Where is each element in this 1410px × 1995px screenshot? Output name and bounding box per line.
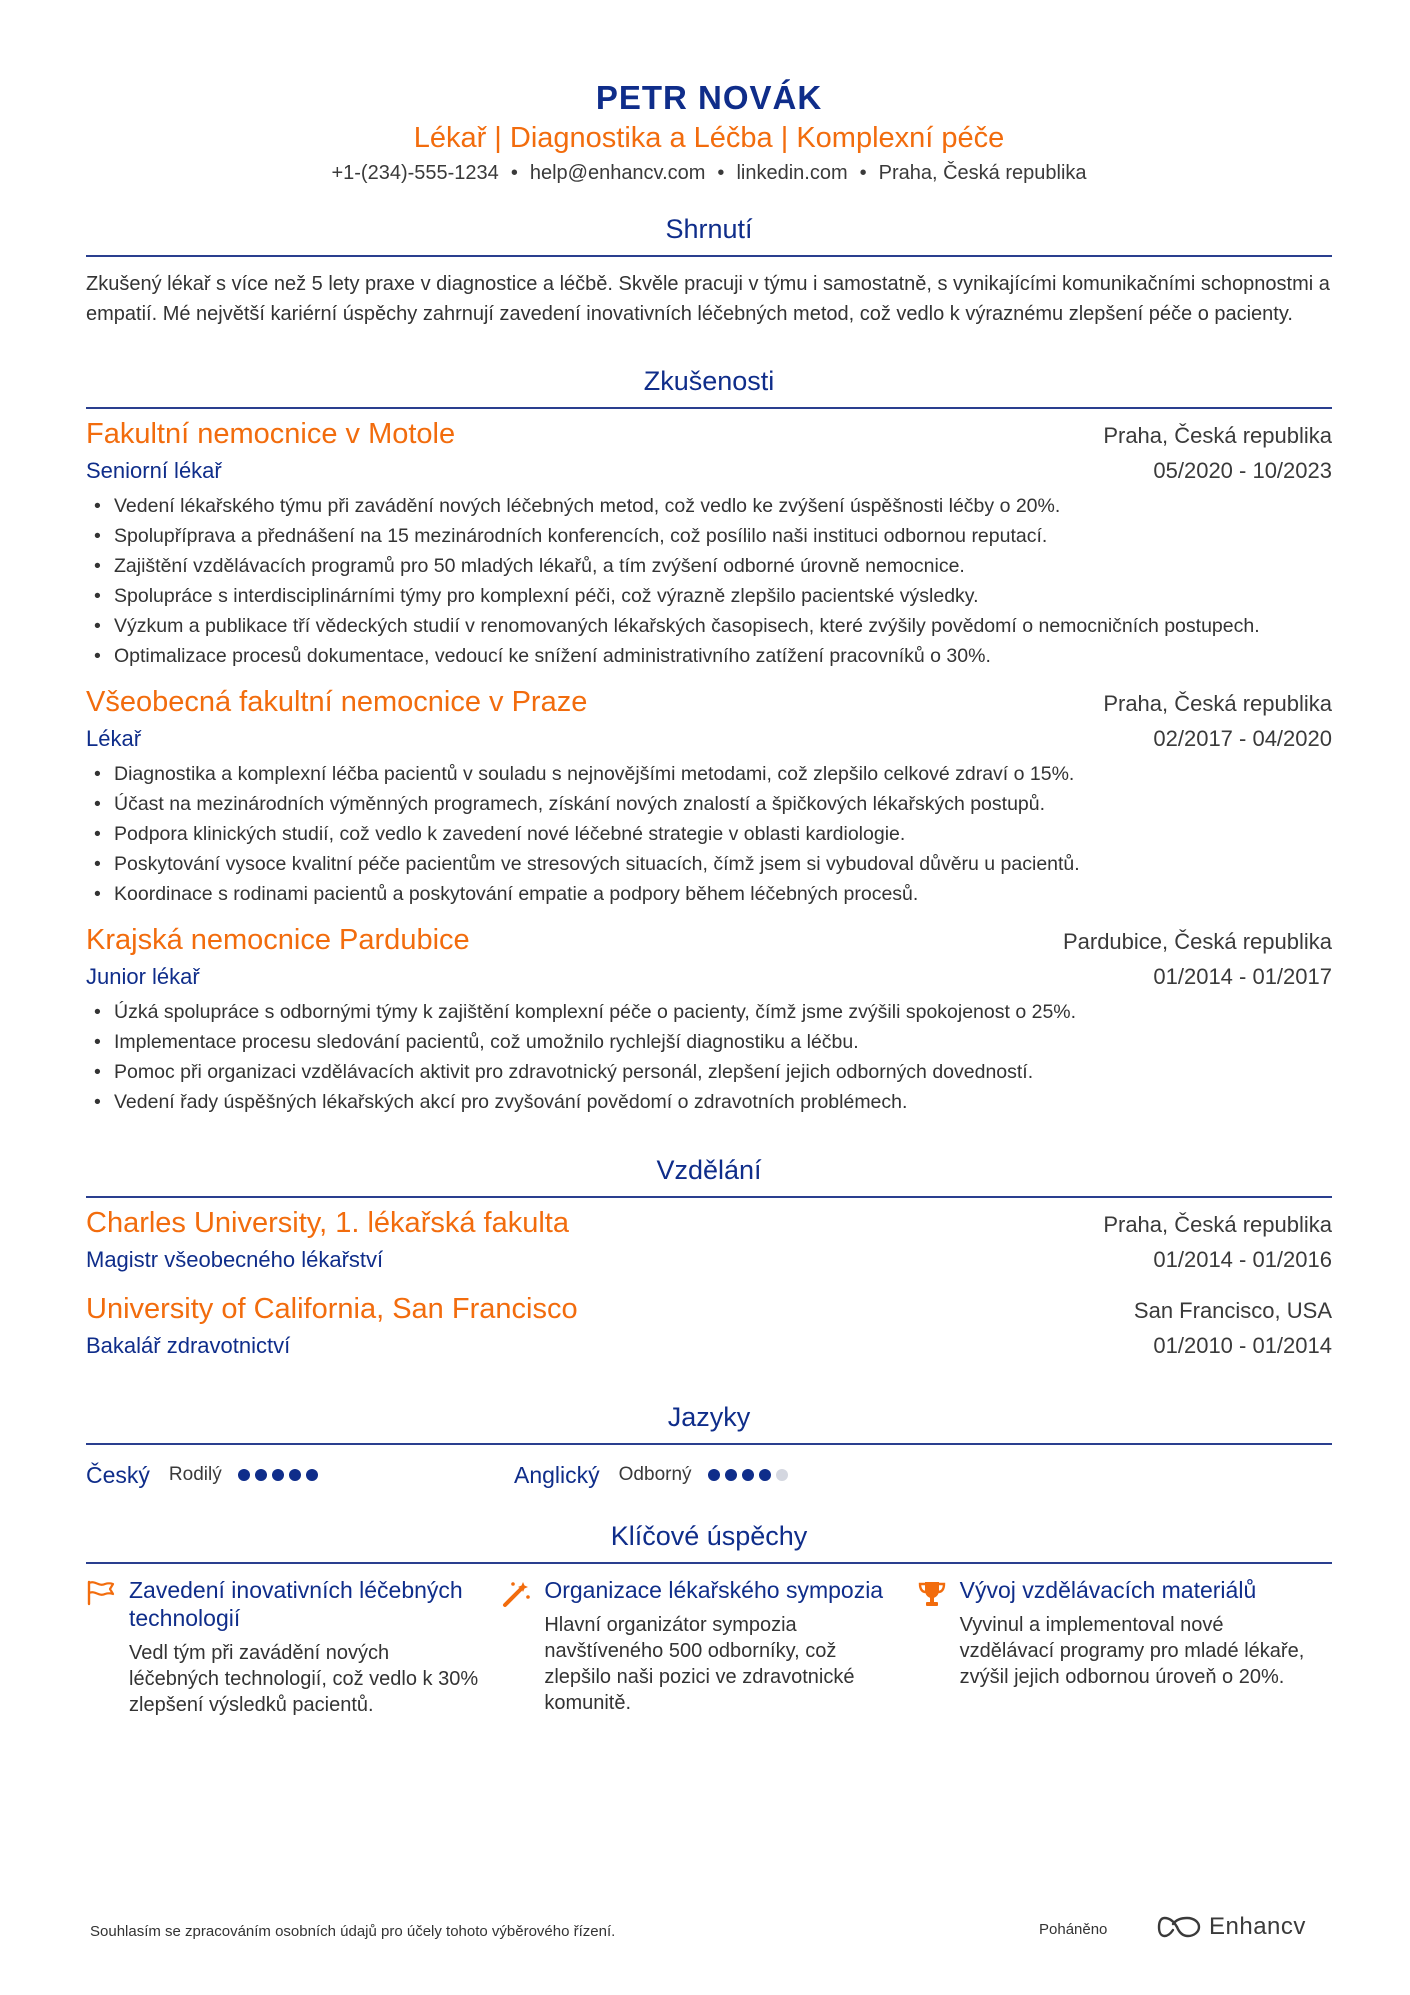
flag-icon bbox=[86, 1576, 129, 1718]
bullet-item: • Spolupráce s interdisciplinárními týmy pro komplexní péči, což výrazně zlepšilo pacientské výsledky. bbox=[86, 581, 1332, 611]
achievement-description: Vyvinul a implementoval nové vzdělávací programy pro mladé lékaře, zvýšil jejich odbornou úroveň o 20%. bbox=[959, 1614, 1305, 1688]
language-rating bbox=[708, 1469, 793, 1481]
rating-dot-filled bbox=[289, 1469, 301, 1481]
education-entry bbox=[86, 1204, 1332, 1276]
job-bullets bbox=[86, 491, 1332, 671]
magic-wand-icon bbox=[501, 1576, 544, 1718]
enhancv-logo-icon bbox=[1157, 1915, 1201, 1939]
achievement-title: Vývoj vzdělávacích materiálů bbox=[959, 1577, 1257, 1603]
location: Praha, Česká republika bbox=[878, 162, 1087, 184]
achievement-item bbox=[86, 1576, 501, 1718]
job-location: Praha, Česká republika bbox=[1103, 423, 1332, 448]
bullet-item: • Koordinace s rodinami pacientů a poskytování empatie a podpory během léčebných procesů. bbox=[86, 879, 1332, 909]
language-item bbox=[86, 1462, 514, 1489]
rating-dot-filled bbox=[255, 1469, 267, 1481]
bullet-item: • Diagnostika a komplexní léčba pacientů v souladu s nejnovějšími metodami, což zlepšilo celkové zdraví o 15%. bbox=[86, 759, 1332, 789]
company-name: Všeobecná fakultní nemocnice v Praze bbox=[86, 686, 588, 718]
degree: Magistr všeobecného lékařství bbox=[86, 1247, 384, 1272]
language-name: Anglický bbox=[514, 1461, 600, 1488]
job-bullets bbox=[86, 759, 1332, 909]
email[interactable]: help@enhancv.com bbox=[529, 162, 706, 184]
consent-text: Souhlasím se zpracováním osobních údajů pro účely tohoto výběrového řízení. bbox=[90, 1923, 616, 1940]
bullet-item: • Podpora klinických studií, což vedlo k zavedení nové léčebné strategie v oblasti kardiologie. bbox=[86, 819, 1332, 849]
education-dates: 01/2014 - 01/2016 bbox=[1153, 1247, 1332, 1272]
job-role: Lékař bbox=[86, 726, 142, 751]
job-role: Seniorní lékař bbox=[86, 458, 222, 483]
experience-section bbox=[86, 364, 1332, 1117]
bullet-item: • Optimalizace procesů dokumentace, vedoucí ke snížení administrativního zatížení pracovníků o 30%. bbox=[86, 641, 1332, 671]
language-item bbox=[514, 1462, 942, 1489]
section-heading: Vzdělání bbox=[86, 1153, 1332, 1198]
candidate-title: Lékař | Diagnostika a Léčba | Komplexní péče bbox=[413, 122, 1005, 154]
rating-dot-filled bbox=[759, 1469, 771, 1481]
education-section bbox=[86, 1153, 1332, 1362]
achievement-description: Vedl tým při zavádění nových léčebných technologií, což vedlo k 30% zlepšení výsledků pacientů. bbox=[129, 1642, 479, 1716]
bullet-item: • Poskytování vysoce kvalitní péče pacientům ve stresových situacích, čímž jsem si vybudoval důvěru u pacientů. bbox=[86, 849, 1332, 879]
section-heading: Klíčové úspěchy bbox=[86, 1519, 1332, 1564]
degree: Bakalář zdravotnictví bbox=[86, 1333, 291, 1358]
section-heading: Jazyky bbox=[86, 1400, 1332, 1445]
trophy-icon bbox=[917, 1576, 960, 1718]
company-name: Krajská nemocnice Pardubice bbox=[86, 924, 470, 956]
school-name: Charles University, 1. lékařská fakulta bbox=[86, 1207, 569, 1239]
brand-logo[interactable] bbox=[1157, 1913, 1306, 1941]
achievement-title: Zavedení inovativních léčebných technologií bbox=[129, 1577, 463, 1631]
bullet-item: • Zajištění vzdělávacích programů pro 50 mladých lékařů, a tím zvýšení odborné úrovně nemocnice. bbox=[86, 551, 1332, 581]
job-dates: 05/2020 - 10/2023 bbox=[1153, 458, 1332, 483]
languages-section bbox=[86, 1400, 1332, 1493]
bullet-item: • Vedení lékařského týmu při zavádění nových léčebných metod, což vedlo ke zvýšení úspěšnosti léčby o 20%. bbox=[86, 491, 1332, 521]
rating-dot-filled bbox=[725, 1469, 737, 1481]
footer bbox=[86, 1913, 1332, 1953]
bullet-item: • Výzkum a publikace tří vědeckých studií v renomovaných lékařských časopisech, které zvýšily povědomí o nemocničních postupech. bbox=[86, 611, 1332, 641]
job-entry bbox=[86, 683, 1332, 909]
achievement-item bbox=[501, 1576, 916, 1718]
bullet-item: • Vedení řady úspěšných lékařských akcí pro zvyšování povědomí o zdravotních problémech. bbox=[86, 1087, 1332, 1117]
job-location: Pardubice, Česká republika bbox=[1062, 929, 1332, 954]
language-name: Český bbox=[86, 1461, 150, 1488]
rating-dot-filled bbox=[742, 1469, 754, 1481]
linkedin[interactable]: linkedin.com bbox=[736, 162, 848, 184]
contact-line bbox=[86, 159, 1332, 187]
language-level: Rodilý bbox=[168, 1464, 222, 1485]
achievement-item bbox=[917, 1576, 1332, 1718]
brand-name: Enhancv bbox=[1209, 1913, 1306, 1940]
job-entry bbox=[86, 921, 1332, 1117]
bullet-item: • Spolupříprava a přednášení na 15 mezinárodních konferencích, což posílilo naši instituci odbornou reputací. bbox=[86, 521, 1332, 551]
separator-dot: • bbox=[859, 162, 867, 184]
section-heading: Shrnutí bbox=[86, 212, 1332, 257]
bullet-item: • Účast na mezinárodních výměnných programech, získání nových znalostí a špičkových lékařských postupů. bbox=[86, 789, 1332, 819]
bullet-item: • Úzká spolupráce s odbornými týmy k zajištění komplexní péče o pacienty, čímž jsme zvýšili spokojenost o 25%. bbox=[86, 997, 1332, 1027]
school-location: San Francisco, USA bbox=[1133, 1298, 1332, 1323]
rating-dot-filled bbox=[306, 1469, 318, 1481]
candidate-name: PETR NOVÁK bbox=[595, 79, 823, 116]
job-bullets bbox=[86, 997, 1332, 1117]
language-rating bbox=[238, 1469, 323, 1481]
job-location: Praha, Česká republika bbox=[1103, 691, 1332, 716]
job-dates: 02/2017 - 04/2020 bbox=[1153, 726, 1332, 751]
bullet-item: • Pomoc při organizaci vzdělávacích aktivit pro zdravotnický personál, zlepšení jejich odborných dovedností. bbox=[86, 1057, 1332, 1087]
school-name: University of California, San Francisco bbox=[86, 1293, 578, 1325]
education-dates: 01/2010 - 01/2014 bbox=[1153, 1333, 1332, 1358]
education-entry bbox=[86, 1290, 1332, 1362]
summary-section bbox=[86, 212, 1332, 329]
phone[interactable]: +1-(234)-555-1234 bbox=[331, 162, 499, 184]
rating-dot-filled bbox=[708, 1469, 720, 1481]
job-entry bbox=[86, 415, 1332, 671]
rating-dot-filled bbox=[272, 1469, 284, 1481]
separator-dot: • bbox=[510, 162, 518, 184]
job-role: Junior lékař bbox=[86, 964, 200, 989]
section-heading: Zkušenosti bbox=[86, 364, 1332, 409]
rating-dot-empty bbox=[776, 1469, 788, 1481]
achievement-description: Hlavní organizátor sympozia navštíveného 500 odborníky, což zlepšilo naši pozici ve zdravotnické komunitě. bbox=[544, 1614, 855, 1714]
rating-dot-filled bbox=[238, 1469, 250, 1481]
powered-by-label: Poháněno bbox=[1039, 1921, 1108, 1938]
school-location: Praha, Česká republika bbox=[1103, 1212, 1332, 1237]
job-dates: 01/2014 - 01/2017 bbox=[1153, 964, 1332, 989]
company-name: Fakultní nemocnice v Motole bbox=[86, 418, 456, 450]
bullet-item: • Implementace procesu sledování pacientů, což umožnilo rychlejší diagnostiku a léčbu. bbox=[86, 1027, 1332, 1057]
summary-text: Zkušený lékař s více než 5 lety praxe v diagnostice a léčbě. Skvěle pracuji v týmu i samostatně, s vynikajícími komunikačními schopnostmi a empatií. Mé největší kariérní úspěchy zahrnují zavedení inovativních léčebných metod, což vedlo k výraznému zlepšení péče o pacienty. bbox=[86, 273, 1330, 325]
achievements-section bbox=[86, 1519, 1332, 1718]
separator-dot: • bbox=[717, 162, 725, 184]
achievement-title: Organizace lékařského sympozia bbox=[544, 1577, 884, 1603]
language-level: Odborný bbox=[618, 1464, 692, 1485]
resume-header bbox=[86, 0, 1332, 187]
resume-page bbox=[86, 0, 1332, 1995]
